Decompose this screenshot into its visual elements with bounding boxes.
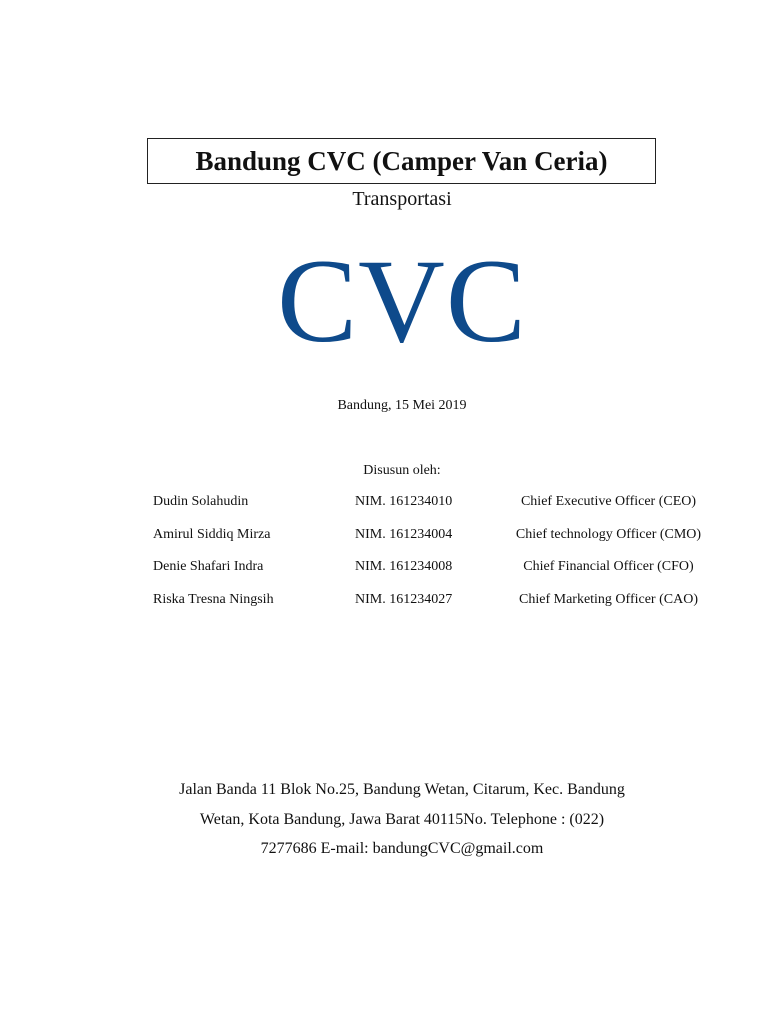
member-row: [153, 524, 723, 557]
title-box: [147, 138, 656, 184]
member-nim: NIM. 161234004: [355, 526, 453, 542]
address-line: Wetan, Kota Bandung, Jawa Barat 40115No. Telephone : (022): [199, 810, 605, 828]
members-list: [153, 491, 723, 621]
logo-text: CVC: [277, 234, 527, 367]
document-date: Bandung, 15 Mei 2019: [337, 398, 467, 413]
member-row: [153, 556, 723, 589]
document-subtitle: Transportasi: [352, 188, 452, 210]
member-role: Chief technology Officer (CMO): [515, 526, 702, 542]
member-name: Amirul Siddiq Mirza: [153, 526, 271, 542]
prepared-by-label: Disusun oleh:: [363, 463, 441, 478]
member-name: Dudin Solahudin: [153, 494, 249, 509]
document-title: Bandung CVC (Camper Van Ceria): [195, 145, 608, 176]
cvc-logo: [0, 236, 768, 366]
member-name: Riska Tresna Ningsih: [153, 591, 274, 607]
member-nim: NIM. 161234027: [355, 591, 453, 607]
member-nim: NIM. 161234010: [355, 494, 453, 509]
member-role: Chief Marketing Officer (CAO): [519, 591, 698, 607]
member-row: [153, 589, 723, 622]
address-line: Jalan Banda 11 Blok No.25, Bandung Wetan, Citarum, Kec. Bandung: [179, 781, 625, 798]
address-line: 7277686 E-mail: bandungCVC@gmail.com: [260, 840, 544, 857]
member-row: [153, 491, 723, 524]
member-role: Chief Financial Officer (CFO): [523, 559, 694, 574]
member-nim: NIM. 161234008: [355, 559, 453, 574]
member-name: Denie Shafari Indra: [153, 559, 264, 574]
member-role: Chief Executive Officer (CEO): [520, 494, 697, 509]
address-block: [0, 775, 768, 864]
